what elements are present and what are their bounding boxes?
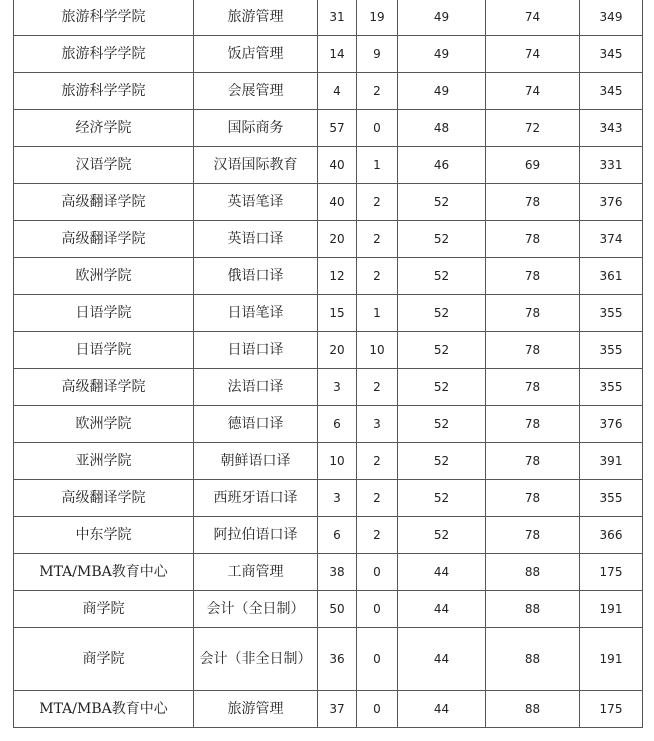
count-cell: 3 [318, 369, 357, 406]
score-cell: 78 [486, 480, 580, 517]
total-score-cell: 191 [580, 591, 643, 628]
score-cell: 78 [486, 221, 580, 258]
major-cell: 旅游管理 [194, 0, 318, 36]
school-cell: 旅游科学学院 [14, 73, 194, 110]
school-cell: 高级翻译学院 [14, 184, 194, 221]
table-row [14, 369, 643, 406]
count-cell: 20 [318, 221, 357, 258]
total-score-cell: 376 [580, 184, 643, 221]
total-score-cell: 191 [580, 628, 643, 691]
count-cell: 4 [318, 73, 357, 110]
score-cell: 52 [398, 184, 486, 221]
table-row [14, 221, 643, 258]
table-row [14, 0, 643, 36]
major-cell: 汉语国际教育 [194, 147, 318, 184]
school-cell: 中东学院 [14, 517, 194, 554]
score-cell: 52 [398, 221, 486, 258]
major-cell: 俄语口译 [194, 258, 318, 295]
major-cell: 德语口译 [194, 406, 318, 443]
count-cell: 14 [318, 36, 357, 73]
table-row [14, 591, 643, 628]
table-row [14, 480, 643, 517]
score-cell: 46 [398, 147, 486, 184]
score-cell: 44 [398, 628, 486, 691]
score-cell: 78 [486, 295, 580, 332]
score-cell: 69 [486, 147, 580, 184]
table-row [14, 332, 643, 369]
school-cell: 高级翻译学院 [14, 480, 194, 517]
school-cell: 欧洲学院 [14, 258, 194, 295]
score-cell: 78 [486, 184, 580, 221]
table-row [14, 36, 643, 73]
major-cell: 英语口译 [194, 221, 318, 258]
count-cell: 38 [318, 554, 357, 591]
count-cell: 2 [357, 517, 398, 554]
table-body [14, 0, 643, 728]
total-score-cell: 349 [580, 0, 643, 36]
count-cell: 2 [357, 184, 398, 221]
major-cell: 日语笔译 [194, 295, 318, 332]
total-score-cell: 175 [580, 554, 643, 591]
count-cell: 50 [318, 591, 357, 628]
score-cell: 74 [486, 0, 580, 36]
table-row [14, 517, 643, 554]
major-cell: 朝鲜语口译 [194, 443, 318, 480]
school-cell: 日语学院 [14, 295, 194, 332]
count-cell: 1 [357, 147, 398, 184]
score-cell: 52 [398, 295, 486, 332]
count-cell: 0 [357, 628, 398, 691]
school-cell: 旅游科学学院 [14, 36, 194, 73]
table-row [14, 73, 643, 110]
count-cell: 0 [357, 110, 398, 147]
school-cell: MTA/MBA教育中心 [14, 554, 194, 591]
count-cell: 2 [357, 480, 398, 517]
score-cell: 52 [398, 480, 486, 517]
count-cell: 19 [357, 0, 398, 36]
school-cell: 商学院 [14, 628, 194, 691]
count-cell: 3 [318, 480, 357, 517]
table-row [14, 295, 643, 332]
count-cell: 2 [357, 443, 398, 480]
table-row [14, 147, 643, 184]
score-cell: 49 [398, 0, 486, 36]
score-cell: 52 [398, 443, 486, 480]
score-cell: 44 [398, 591, 486, 628]
score-cell: 52 [398, 406, 486, 443]
count-cell: 1 [357, 295, 398, 332]
score-cell: 74 [486, 36, 580, 73]
school-cell: 经济学院 [14, 110, 194, 147]
total-score-cell: 175 [580, 691, 643, 728]
count-cell: 37 [318, 691, 357, 728]
count-cell: 20 [318, 332, 357, 369]
table-row [14, 258, 643, 295]
major-cell: 饭店管理 [194, 36, 318, 73]
major-cell: 阿拉伯语口译 [194, 517, 318, 554]
count-cell: 40 [318, 147, 357, 184]
total-score-cell: 374 [580, 221, 643, 258]
count-cell: 2 [357, 73, 398, 110]
count-cell: 57 [318, 110, 357, 147]
score-cell: 52 [398, 369, 486, 406]
total-score-cell: 355 [580, 295, 643, 332]
count-cell: 0 [357, 554, 398, 591]
count-cell: 2 [357, 369, 398, 406]
major-cell: 日语口译 [194, 332, 318, 369]
score-cell: 78 [486, 406, 580, 443]
total-score-cell: 355 [580, 480, 643, 517]
total-score-cell: 361 [580, 258, 643, 295]
score-cell: 78 [486, 517, 580, 554]
total-score-cell: 331 [580, 147, 643, 184]
count-cell: 2 [357, 258, 398, 295]
score-table [13, 0, 643, 728]
table-row [14, 691, 643, 728]
total-score-cell: 391 [580, 443, 643, 480]
major-cell: 会计（全日制） [194, 591, 318, 628]
score-cell: 48 [398, 110, 486, 147]
count-cell: 6 [318, 406, 357, 443]
major-cell: 会展管理 [194, 73, 318, 110]
count-cell: 10 [318, 443, 357, 480]
score-cell: 44 [398, 691, 486, 728]
count-cell: 6 [318, 517, 357, 554]
count-cell: 40 [318, 184, 357, 221]
major-cell: 旅游管理 [194, 691, 318, 728]
total-score-cell: 376 [580, 406, 643, 443]
total-score-cell: 345 [580, 73, 643, 110]
score-cell: 88 [486, 554, 580, 591]
score-cell: 78 [486, 369, 580, 406]
total-score-cell: 355 [580, 369, 643, 406]
total-score-cell: 355 [580, 332, 643, 369]
major-cell: 工商管理 [194, 554, 318, 591]
major-cell: 英语笔译 [194, 184, 318, 221]
school-cell: 日语学院 [14, 332, 194, 369]
count-cell: 0 [357, 591, 398, 628]
school-cell: 旅游科学学院 [14, 0, 194, 36]
major-cell: 会计（非全日制） [194, 628, 318, 691]
school-cell: MTA/MBA教育中心 [14, 691, 194, 728]
count-cell: 0 [357, 691, 398, 728]
count-cell: 10 [357, 332, 398, 369]
school-cell: 亚洲学院 [14, 443, 194, 480]
major-cell: 西班牙语口译 [194, 480, 318, 517]
score-cell: 88 [486, 691, 580, 728]
score-cell: 74 [486, 73, 580, 110]
score-cell: 88 [486, 628, 580, 691]
total-score-cell: 343 [580, 110, 643, 147]
score-cell: 88 [486, 591, 580, 628]
count-cell: 2 [357, 221, 398, 258]
count-cell: 15 [318, 295, 357, 332]
score-cell: 52 [398, 517, 486, 554]
school-cell: 高级翻译学院 [14, 369, 194, 406]
school-cell: 商学院 [14, 591, 194, 628]
score-cell: 52 [398, 332, 486, 369]
table-row [14, 184, 643, 221]
count-cell: 12 [318, 258, 357, 295]
count-cell: 31 [318, 0, 357, 36]
major-cell: 国际商务 [194, 110, 318, 147]
table-row [14, 406, 643, 443]
count-cell: 9 [357, 36, 398, 73]
table-row [14, 628, 643, 691]
school-cell: 欧洲学院 [14, 406, 194, 443]
count-cell: 36 [318, 628, 357, 691]
total-score-cell: 366 [580, 517, 643, 554]
score-cell: 78 [486, 258, 580, 295]
table-row [14, 110, 643, 147]
major-cell: 法语口译 [194, 369, 318, 406]
school-cell: 汉语学院 [14, 147, 194, 184]
total-score-cell: 345 [580, 36, 643, 73]
score-cell: 49 [398, 36, 486, 73]
score-cell: 72 [486, 110, 580, 147]
score-cell: 49 [398, 73, 486, 110]
table-row [14, 554, 643, 591]
score-cell: 44 [398, 554, 486, 591]
score-cell: 52 [398, 258, 486, 295]
score-cell: 78 [486, 443, 580, 480]
school-cell: 高级翻译学院 [14, 221, 194, 258]
table-row [14, 443, 643, 480]
count-cell: 3 [357, 406, 398, 443]
score-cell: 78 [486, 332, 580, 369]
